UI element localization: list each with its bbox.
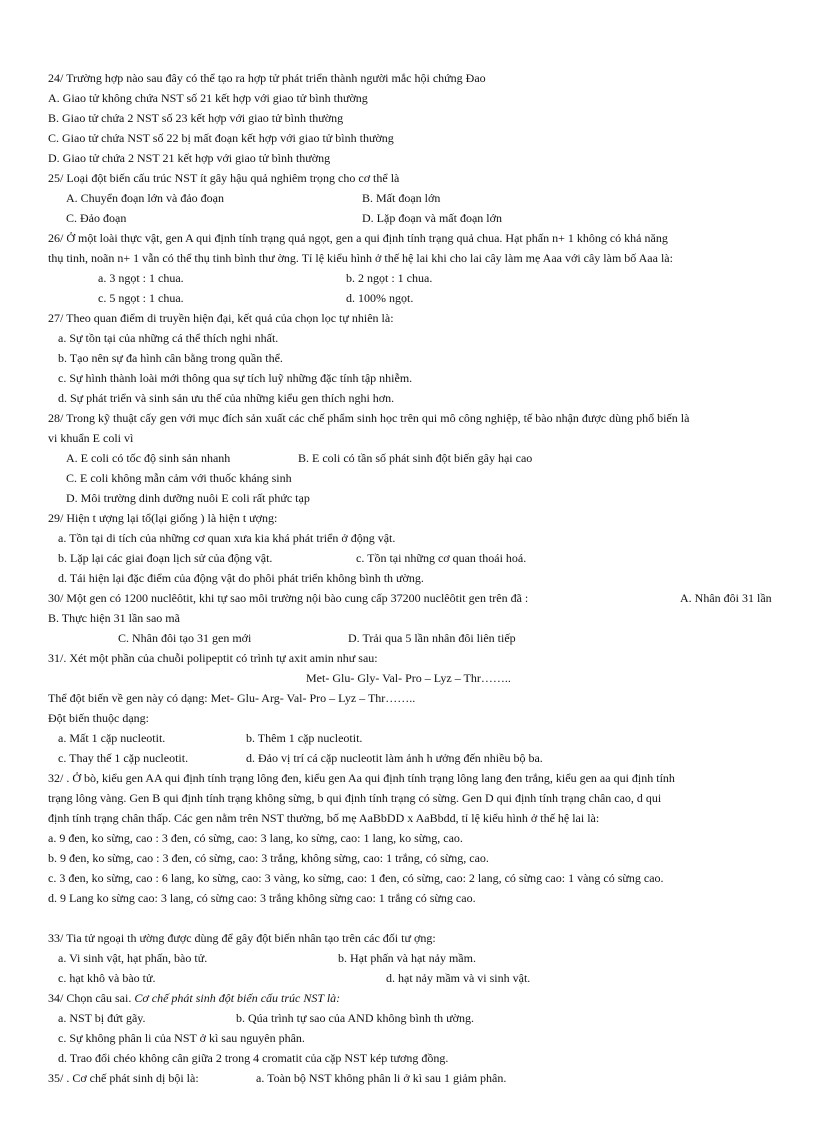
question-25-option-a: A. Chuyển đoạn lớn và đảo đoạn bbox=[66, 191, 224, 205]
question-30-option-d: D. Trải qua 5 lần nhân đôi liên tiếp bbox=[348, 631, 516, 645]
question-31-mutant-sequence: Thể đột biến về gen này có dạng: Met- Glu- Arg- Val- Pro – Lyz – Thr…….. bbox=[48, 691, 416, 705]
question-24-option-b: B. Giao tử chứa 2 NST số 23 kết hợp với giao tử bình thường bbox=[48, 111, 344, 125]
question-27-stem: 27/ Theo quan điểm di truyền hiện đại, kết quả của chọn lọc tự nhiên là: bbox=[48, 311, 394, 325]
question-32-option-a: a. 9 đen, ko sừng, cao : 3 đen, có sừng, cao: 3 lang, ko sừng, cao: 1 lang, ko sừng, cao. bbox=[48, 831, 463, 845]
question-24-option-c: C. Giao tử chứa NST số 22 bị mất đoạn kết hợp với giao tử bình thường bbox=[48, 131, 394, 145]
question-25-option-b: B. Mất đoạn lớn bbox=[362, 191, 441, 205]
question-32-stem-line-2: trạng lông vàng. Gen B qui định tính trạng không sừng, b qui định tính trạng có sừng. Gen D qui định tính trạng chân cao, d qui bbox=[48, 791, 662, 805]
question-32-option-b: b. 9 đen, ko sừng, cao : 3 đen, có sừng, cao: 3 trắng, không sừng, cao: 1 trắng, có sừng, cao. bbox=[48, 851, 489, 865]
question-31-option-a: a. Mất 1 cặp nucleotit. bbox=[58, 731, 166, 745]
question-24-option-d: D. Giao tử chứa 2 NST 21 kết hợp với giao tử bình thường bbox=[48, 151, 331, 165]
question-34-stem bbox=[48, 988, 340, 1008]
question-33-option-b: b. Hạt phấn và hạt nảy mầm. bbox=[338, 951, 476, 965]
question-24-option-a: A. Giao tử không chứa NST số 21 kết hợp với giao tử bình thường bbox=[48, 91, 368, 105]
question-34-stem-plain: 34/ Chọn câu sai. bbox=[48, 991, 132, 1005]
question-34-option-d: d. Trao đổi chéo không cân giữa 2 trong 4 cromatit của cặp NST kép tương đồng. bbox=[58, 1051, 449, 1065]
question-26-stem-line-1: 26/ Ở một loài thực vật, gen A qui định tính trạng quả ngọt, gen a qui định tính trạng quả chua. Hạt phấn n+ 1 không có khả năng bbox=[48, 231, 668, 245]
question-26-option-b: b. 2 ngọt : 1 chua. bbox=[346, 271, 433, 285]
question-32-stem-line-1: 32/ . Ở bò, kiểu gen AA qui định tính trạng lông đen, kiểu gen Aa qui định tính trạng lông lang đen trắng, kiểu gen aa qui định tính bbox=[48, 771, 675, 785]
question-28-option-d: D. Môi trường dinh dưỡng nuôi E coli rất phức tạp bbox=[66, 491, 310, 505]
question-26-option-a: a. 3 ngọt : 1 chua. bbox=[98, 271, 184, 285]
question-28-option-b: B. E coli có tần số phát sinh đột biến gây hại cao bbox=[298, 451, 533, 465]
question-27-option-a: a. Sự tồn tại của những cá thể thích nghi nhất. bbox=[58, 331, 279, 345]
question-27-option-b: b. Tạo nên sự đa hình cân bằng trong quần thể. bbox=[58, 351, 283, 365]
question-29-option-b: b. Lặp lại các giai đoạn lịch sử của động vật. bbox=[58, 551, 273, 565]
question-33-option-d: d. hạt nảy mầm và vi sinh vật. bbox=[386, 971, 531, 985]
question-24-stem: 24/ Trường hợp nào sau đây có thể tạo ra hợp tử phát triển thành người mắc hội chứng Đao bbox=[48, 71, 486, 85]
question-29-stem: 29/ Hiện t ượng lại tổ(lại giống ) là hiện t ượng: bbox=[48, 511, 278, 525]
question-35-stem: 35/ . Cơ chế phát sinh dị bội là: bbox=[48, 1071, 199, 1085]
question-31-stem: 31/. Xét một phần của chuỗi polipeptit có trình tự axit amin như sau: bbox=[48, 651, 378, 665]
question-31-original-sequence: Met- Glu- Gly- Val- Pro – Lyz – Thr…….. bbox=[306, 671, 511, 685]
question-27-option-c: c. Sự hình thành loài mới thông qua sự tích luỹ những đặc tính tập nhiễm. bbox=[58, 371, 413, 385]
question-32-option-c: c. 3 đen, ko sừng, cao : 6 lang, ko sừng, cao: 3 vàng, ko sừng, cao: 1 đen, có sừng, cao: 2 lang, có sừng cao: 1 vàng có sừng cao. bbox=[48, 871, 664, 885]
question-34-option-a: a. NST bị đứt gãy. bbox=[58, 1011, 146, 1025]
question-30-option-a: A. Nhân đôi 31 lần bbox=[680, 591, 772, 605]
question-33-option-c: c. hạt khô và bào tử. bbox=[58, 971, 156, 985]
question-30-option-c: C. Nhân đôi tạo 31 gen mới bbox=[118, 631, 252, 645]
question-31-option-c: c. Thay thế 1 cặp nucleotit. bbox=[58, 751, 189, 765]
question-26-stem-line-2: thụ tinh, noãn n+ 1 vẫn có thể thụ tinh bình thư ờng. Tỉ lệ kiểu hình ở thế hệ lai khi cho lai cây làm mẹ Aaa với cây làm bố Aaa là: bbox=[48, 251, 673, 265]
question-31-mutation-type-label: Đột biến thuộc dạng: bbox=[48, 711, 149, 725]
question-33-option-a: a. Vi sinh vật, hạt phấn, bào tử. bbox=[58, 951, 208, 965]
question-28-option-c: C. E coli không mẫn cảm với thuốc kháng sinh bbox=[66, 471, 292, 485]
question-29-option-c: c. Tồn tại những cơ quan thoái hoá. bbox=[356, 551, 527, 565]
question-30-stem: 30/ Một gen có 1200 nuclêôtit, khi tự sao môi trường nội bào cung cấp 37200 nuclêôtit gen trên đã : bbox=[48, 591, 529, 605]
question-29-option-a: a. Tồn tại di tích của những cơ quan xưa kia khá phát triển ở động vật. bbox=[58, 531, 396, 545]
question-26-option-d: d. 100% ngọt. bbox=[346, 291, 414, 305]
question-28-stem-line-2: vi khuẩn E coli vì bbox=[48, 431, 134, 445]
question-32-stem-line-3: định tính trạng chân thấp. Các gen nằm trên NST thường, bố mẹ AaBbDD x AaBbdd, tỉ lệ kiểu hình ở thế hệ lai là: bbox=[48, 811, 600, 825]
question-25-stem: 25/ Loại đột biến cấu trúc NST ít gây hậu quả nghiêm trọng cho cơ thể là bbox=[48, 171, 400, 185]
question-35-option-a: a. Toàn bộ NST không phân li ở kì sau 1 giảm phân. bbox=[256, 1071, 507, 1085]
question-25-option-c: C. Đảo đoạn bbox=[66, 211, 127, 225]
question-34-option-b: b. Qúa trình tự sao của AND không bình th ường. bbox=[236, 1011, 474, 1025]
question-26-option-c: c. 5 ngọt : 1 chua. bbox=[98, 291, 184, 305]
question-29-option-d: d. Tái hiện lại đặc điểm của động vật do phôi phát triển không bình th ường. bbox=[58, 571, 424, 585]
question-34-option-c: c. Sự không phân li của NST ở kì sau nguyên phân. bbox=[58, 1031, 305, 1045]
question-27-option-d: d. Sự phát triển và sinh sản ưu thế của những kiểu gen thích nghi hơn. bbox=[58, 391, 395, 405]
question-30-option-b: B. Thực hiện 31 lần sao mã bbox=[48, 611, 180, 625]
question-28-stem-line-1: 28/ Trong kỹ thuật cấy gen với mục đích sản xuất các chế phẩm sinh học trên qui mô công nghiệp, tế bào nhận được dùng phổ biến là bbox=[48, 411, 690, 425]
question-28-option-a: A. E coli có tốc độ sinh sản nhanh bbox=[66, 451, 231, 465]
question-32-option-d: d. 9 Lang ko sừng cao: 3 lang, có sừng cao: 3 trắng không sừng cao: 1 trắng có sừng cao. bbox=[48, 891, 476, 905]
question-31-option-b: b. Thêm 1 cặp nucleotit. bbox=[246, 731, 363, 745]
question-34-stem-italic: Cơ chế phát sinh đột biến cấu trúc NST là: bbox=[134, 991, 341, 1005]
question-31-option-d: d. Đảo vị trí cá cặp nucleotit làm ảnh h ưởng đến nhiều bộ ba. bbox=[246, 751, 543, 765]
question-25-option-d: D. Lặp đoạn và mất đoạn lớn bbox=[362, 211, 502, 225]
question-33-stem: 33/ Tia tử ngoại th ường được dùng để gây đột biến nhân tạo trên các đối tư ợng: bbox=[48, 931, 436, 945]
